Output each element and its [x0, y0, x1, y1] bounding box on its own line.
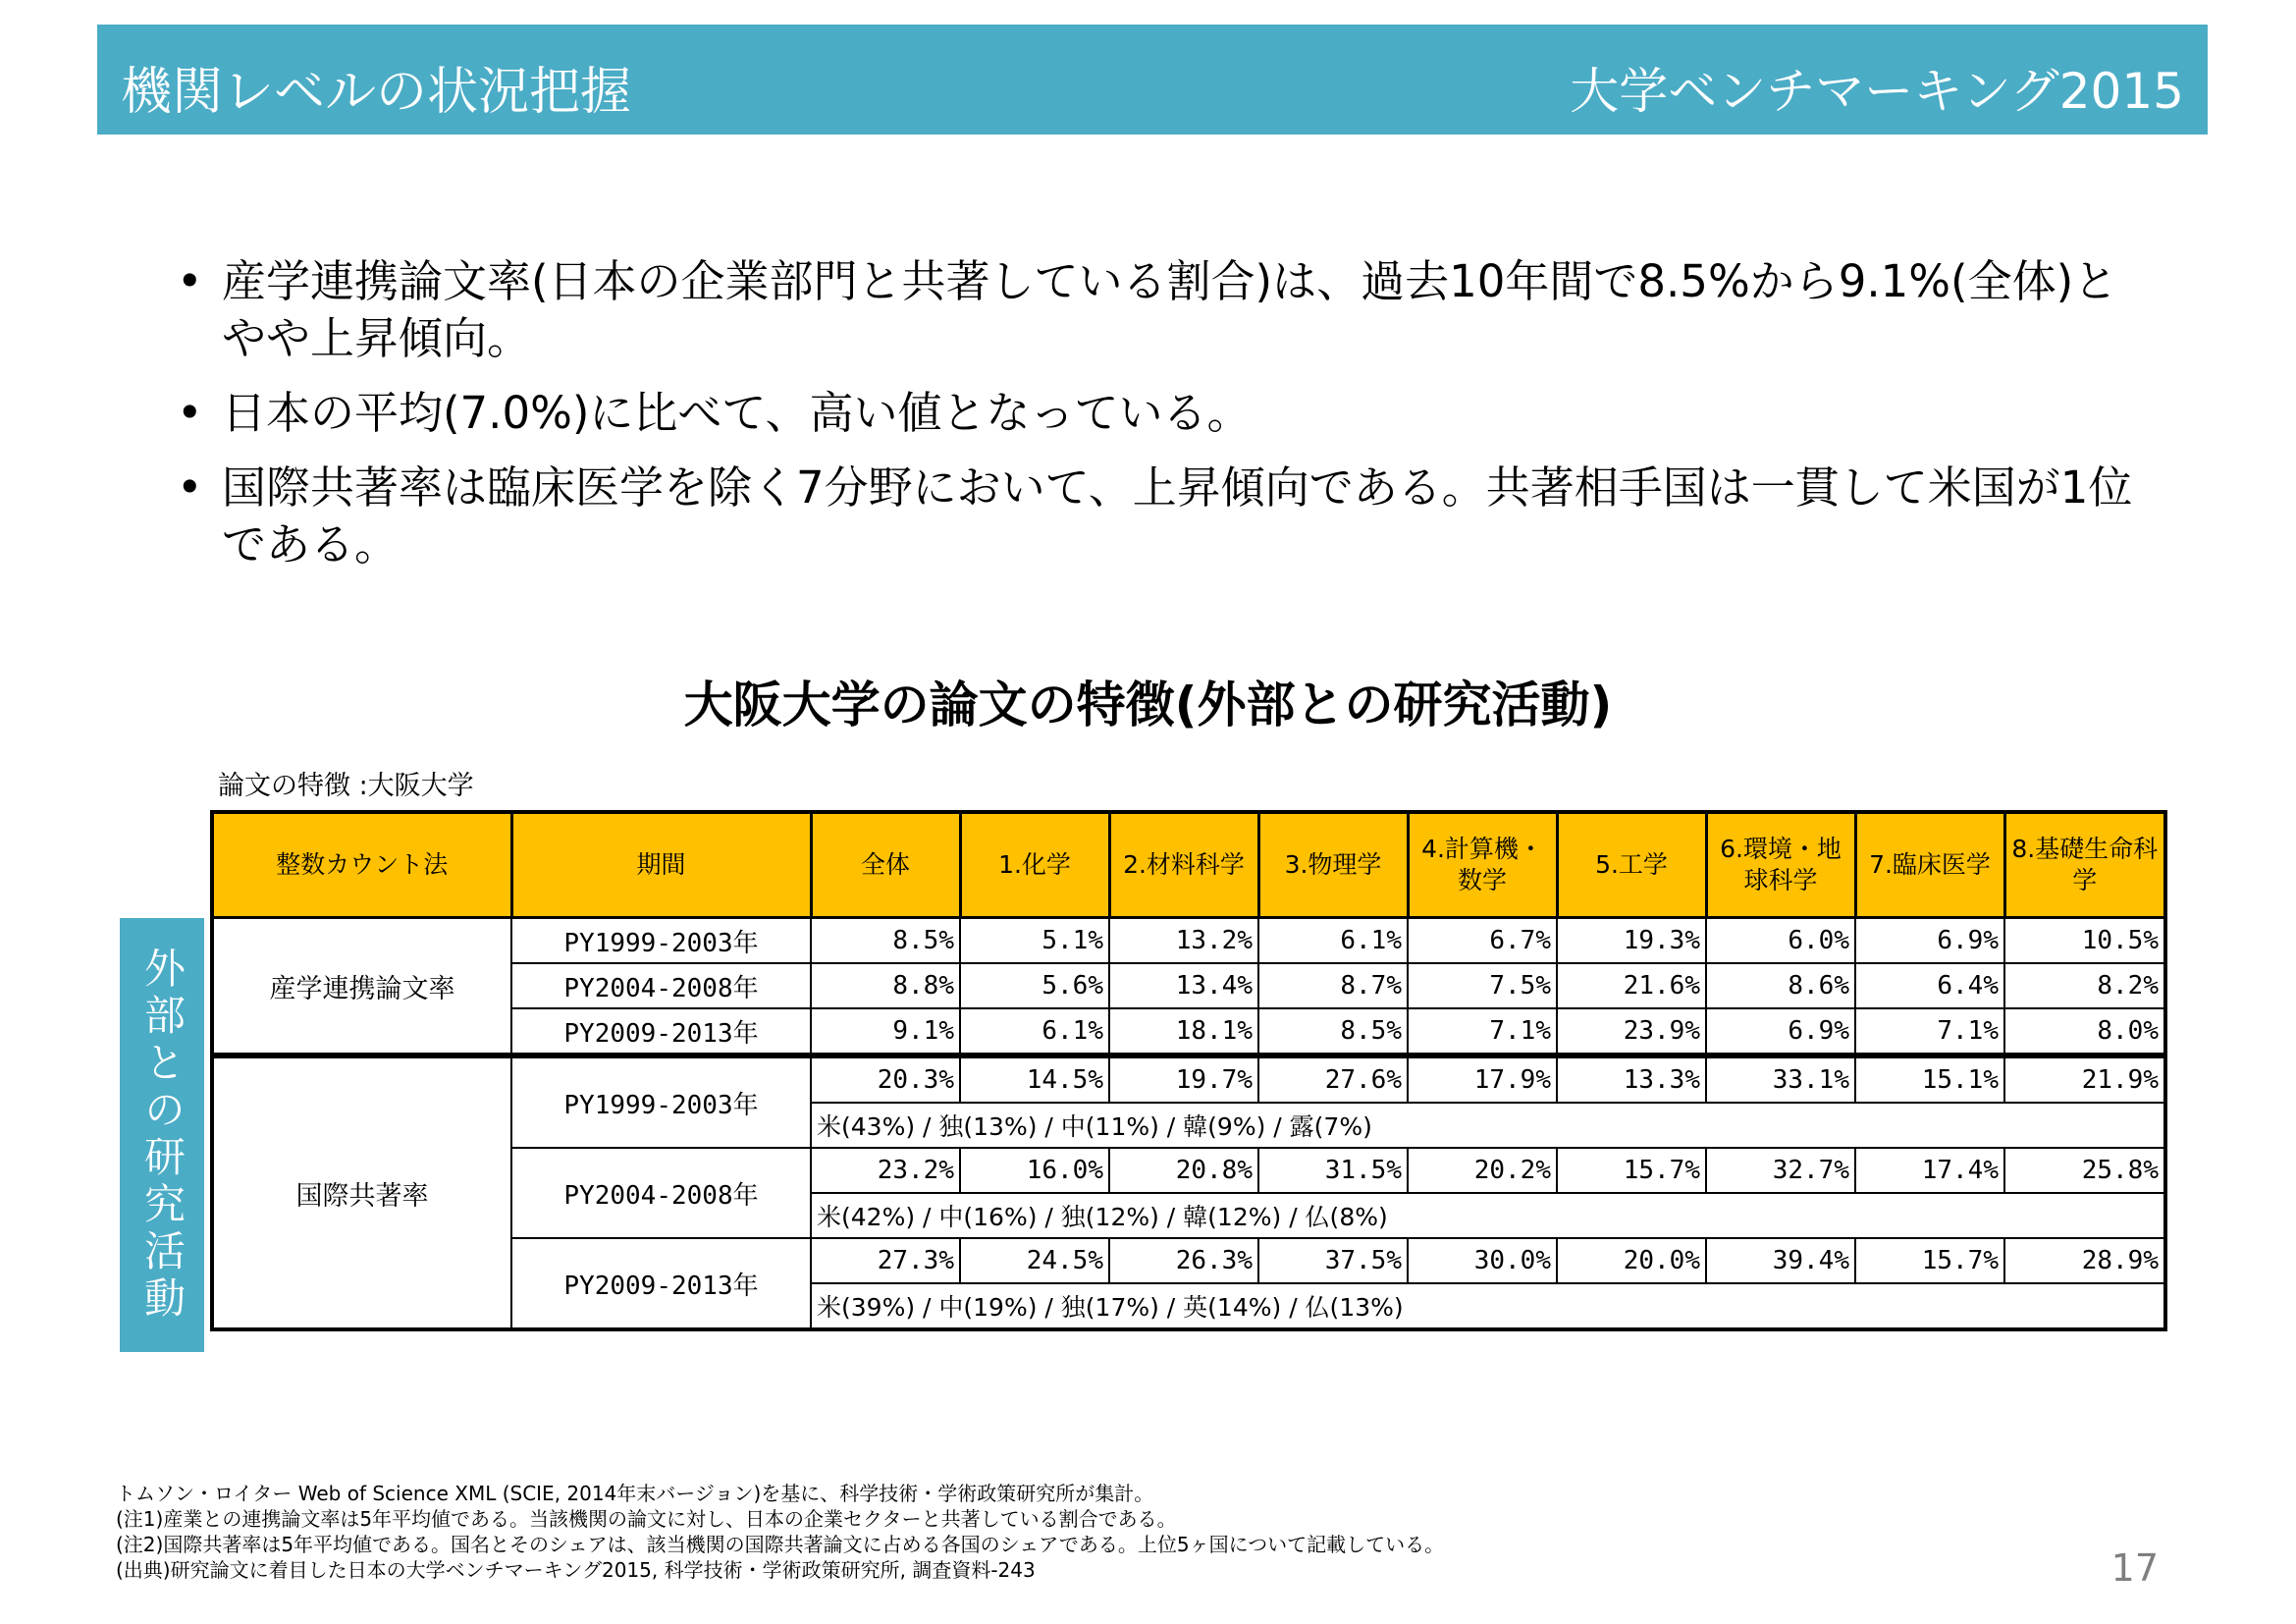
- bullet-dot: •: [177, 387, 203, 439]
- value-cell: 32.7%: [1706, 1148, 1855, 1193]
- value-cell: 5.6%: [960, 963, 1109, 1008]
- header-cell: 1.化学: [960, 812, 1109, 918]
- category-label: 産学連携論文率: [212, 918, 511, 1056]
- bullet-dot: •: [177, 461, 203, 514]
- value-cell: 19.3%: [1557, 918, 1706, 964]
- table-caption: 論文の特徴 :大阪大学: [218, 771, 474, 801]
- value-cell: 25.8%: [2004, 1148, 2165, 1193]
- header-cell: 7.臨床医学: [1855, 812, 2004, 918]
- category-label: 国際共著率: [212, 1056, 511, 1329]
- value-cell: 20.8%: [1109, 1148, 1258, 1193]
- value-cell: 16.0%: [960, 1148, 1109, 1193]
- value-cell: 23.2%: [811, 1148, 960, 1193]
- value-cell: 17.4%: [1855, 1148, 2004, 1193]
- value-cell: 6.0%: [1706, 918, 1855, 964]
- note-1: (注1)産業との連携論文率は5年平均値である。当該機関の論文に対し、日本の企業セクターと共著している割合である。: [116, 1507, 1177, 1531]
- value-cell: 7.1%: [1408, 1008, 1557, 1056]
- value-cell: 30.0%: [1408, 1238, 1557, 1283]
- value-cell: 8.7%: [1258, 963, 1408, 1008]
- side-label: [120, 918, 204, 1352]
- value-cell: 10.5%: [2004, 918, 2165, 964]
- header-cell: 3.物理学: [1258, 812, 1408, 918]
- period-cell: PY2004-2008年: [511, 963, 811, 1008]
- value-cell: 19.7%: [1109, 1056, 1258, 1103]
- period-cell: PY1999-2003年: [511, 918, 811, 964]
- value-cell: 6.4%: [1855, 963, 2004, 1008]
- country-share-cell: 米(42%) / 中(16%) / 独(12%) / 韓(12%) / 仏(8%): [811, 1193, 2165, 1238]
- header-cell: 8.基礎生命科学: [2004, 812, 2165, 918]
- period-cell: PY2009-2013年: [511, 1008, 811, 1056]
- value-cell: 6.7%: [1408, 918, 1557, 964]
- header-cell: 2.材料科学: [1109, 812, 1258, 918]
- value-cell: 13.4%: [1109, 963, 1258, 1008]
- bullet-item: [167, 460, 2160, 573]
- section-title: 機関レベルの状況把握: [121, 63, 632, 122]
- value-cell: 26.3%: [1109, 1238, 1258, 1283]
- country-share-cell: 米(43%) / 独(13%) / 中(11%) / 韓(9%) / 露(7%): [811, 1103, 2165, 1148]
- side-label-text: 外部との研究活動: [138, 947, 187, 1324]
- value-cell: 6.9%: [1706, 1008, 1855, 1056]
- period-cell: PY1999-2003年: [511, 1056, 811, 1148]
- value-cell: 27.3%: [811, 1238, 960, 1283]
- header-row: [212, 812, 2165, 918]
- value-cell: 8.0%: [2004, 1008, 2165, 1056]
- note-2: (注2)国際共著率は5年平均値である。国名とそのシェアは、該当機関の国際共著論文に占める各国のシェアである。上位5ヶ国について記載している。: [116, 1533, 1445, 1556]
- value-cell: 23.9%: [1557, 1008, 1706, 1056]
- value-cell: 15.7%: [1557, 1148, 1706, 1193]
- bullet-item: [167, 385, 2160, 442]
- value-cell: 15.7%: [1855, 1238, 2004, 1283]
- value-cell: 15.1%: [1855, 1056, 2004, 1103]
- value-cell: 9.1%: [811, 1008, 960, 1056]
- country-share-cell: 米(39%) / 中(19%) / 独(17%) / 英(14%) / 仏(13%): [811, 1283, 2165, 1329]
- bullet-text: 国際共著率は臨床医学を除く7分野において、上昇傾向である。共著相手国は一貫して米国が1位である。: [222, 461, 2133, 570]
- value-cell: 14.5%: [960, 1056, 1109, 1103]
- header-cell: 全体: [811, 812, 960, 918]
- bullet-text: 日本の平均(7.0%)に比べて、高い値となっている。: [222, 387, 1252, 439]
- page-number: 17: [2110, 1546, 2159, 1590]
- value-cell: 28.9%: [2004, 1238, 2165, 1283]
- value-cell: 37.5%: [1258, 1238, 1408, 1283]
- value-cell: 7.1%: [1855, 1008, 2004, 1056]
- value-cell: 8.5%: [1258, 1008, 1408, 1056]
- value-cell: 27.6%: [1258, 1056, 1408, 1103]
- header-cell: 6.環境・地球科学: [1706, 812, 1855, 918]
- header-cell: 整数カウント法: [212, 812, 511, 918]
- value-cell: 20.3%: [811, 1056, 960, 1103]
- value-cell: 24.5%: [960, 1238, 1109, 1283]
- value-cell: 20.2%: [1408, 1148, 1557, 1193]
- value-cell: 21.6%: [1557, 963, 1706, 1008]
- value-cell: 6.1%: [960, 1008, 1109, 1056]
- value-cell: 18.1%: [1109, 1008, 1258, 1056]
- value-cell: 8.5%: [811, 918, 960, 964]
- citation-note: (出典)研究論文に着目した日本の大学ベンチマーキング2015, 科学技術・学術政策研究所, 調査資料-243: [116, 1558, 1036, 1582]
- value-cell: 13.2%: [1109, 918, 1258, 964]
- footnotes: [116, 1481, 1444, 1583]
- bullet-dot: •: [177, 255, 203, 307]
- value-cell: 31.5%: [1258, 1148, 1408, 1193]
- bullet-list: [167, 253, 2160, 591]
- value-cell: 39.4%: [1706, 1238, 1855, 1283]
- table-row: [212, 1056, 2165, 1103]
- collaboration-table: [210, 810, 2167, 1331]
- value-cell: 21.9%: [2004, 1056, 2165, 1103]
- source-note: トムソン・ロイター Web of Science XML (SCIE, 2014年末バージョン)を基に、科学技術・学術政策研究所が集計。: [116, 1482, 1154, 1505]
- bullet-item: [167, 253, 2160, 367]
- value-cell: 6.1%: [1258, 918, 1408, 964]
- table-row: [212, 918, 2165, 964]
- value-cell: 8.8%: [811, 963, 960, 1008]
- header-cell: 4.計算機・数学: [1408, 812, 1557, 918]
- value-cell: 5.1%: [960, 918, 1109, 964]
- bullet-text: 産学連携論文率(日本の企業部門と共著している割合)は、過去10年間で8.5%から9.1%(全体)とやや上昇傾向。: [222, 255, 2118, 364]
- document-title: 大学ベンチマーキング2015: [1570, 63, 2184, 120]
- value-cell: 20.0%: [1557, 1238, 1706, 1283]
- value-cell: 8.2%: [2004, 963, 2165, 1008]
- value-cell: 33.1%: [1706, 1056, 1855, 1103]
- table-title: 大阪大学の論文の特徴(外部との研究活動): [683, 677, 1613, 733]
- header-cell: 期間: [511, 812, 811, 918]
- title-banner: [97, 25, 2208, 135]
- value-cell: 17.9%: [1408, 1056, 1557, 1103]
- period-cell: PY2009-2013年: [511, 1238, 811, 1329]
- value-cell: 13.3%: [1557, 1056, 1706, 1103]
- value-cell: 7.5%: [1408, 963, 1557, 1008]
- header-cell: 5.工学: [1557, 812, 1706, 918]
- value-cell: 6.9%: [1855, 918, 2004, 964]
- value-cell: 8.6%: [1706, 963, 1855, 1008]
- period-cell: PY2004-2008年: [511, 1148, 811, 1238]
